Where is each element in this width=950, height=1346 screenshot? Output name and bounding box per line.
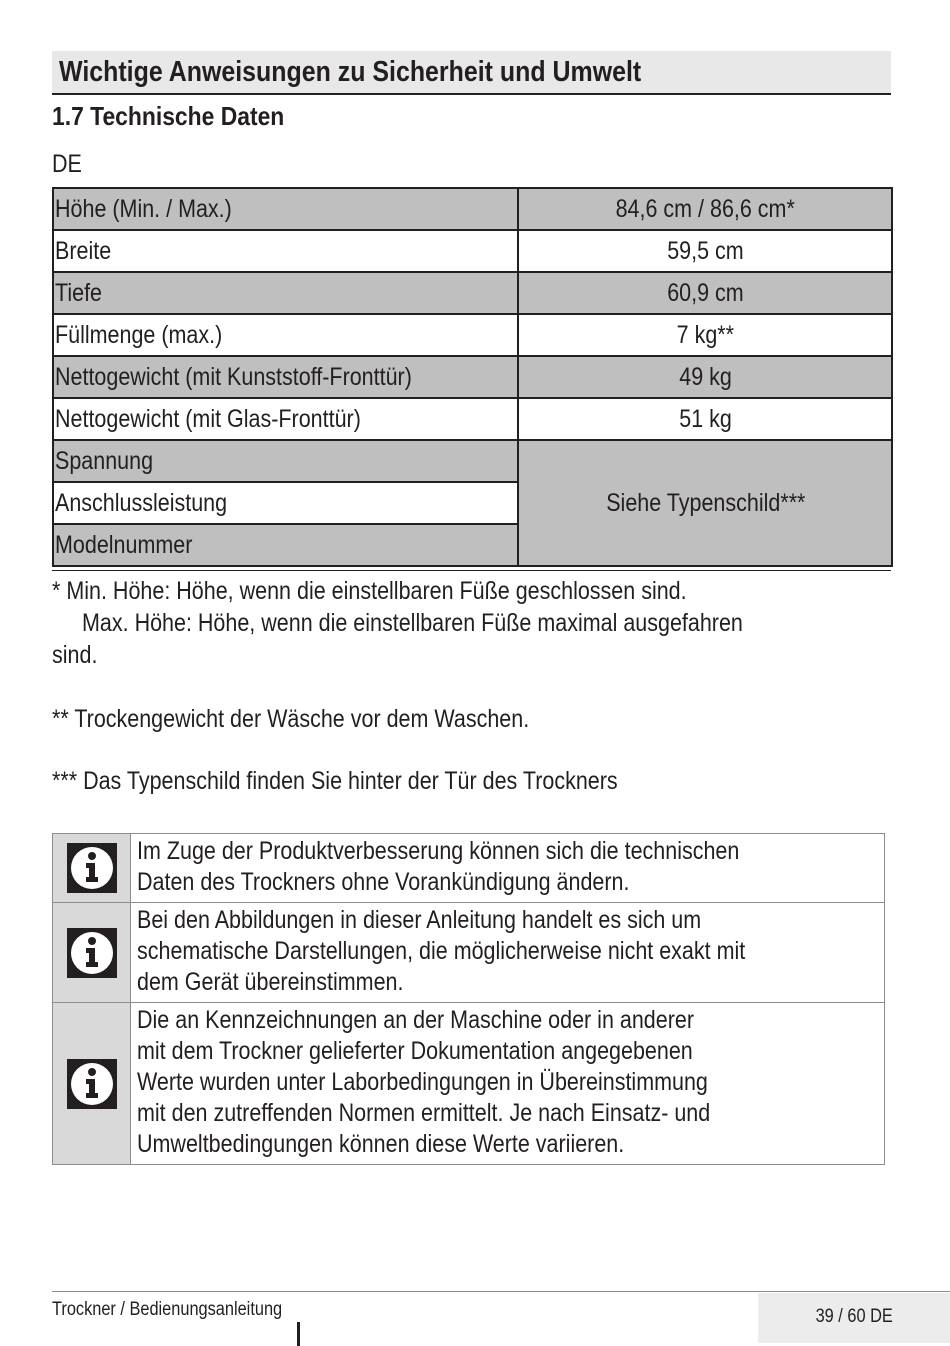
footnote-1-line-2: Max. Höhe: Höhe, wenn die einstellbaren Füße maximal ausgefahren [82, 609, 743, 637]
info-icon [67, 843, 117, 893]
spec-value: 51 kg [518, 398, 892, 440]
info-icon-cell [53, 834, 131, 903]
country-label: DE [52, 150, 82, 178]
spec-row [53, 398, 892, 440]
info-note [53, 903, 885, 1003]
spec-label: Anschlussleistung [53, 482, 518, 524]
spec-label: Breite [53, 230, 518, 272]
section-header [52, 51, 891, 95]
spec-row [53, 230, 892, 272]
spec-value-merged: Siehe Typenschild*** [518, 440, 892, 566]
spec-label: Spannung [53, 440, 518, 482]
info-icon [67, 928, 117, 978]
footnote-2: ** Trockengewicht der Wäsche vor dem Waschen. [52, 705, 530, 733]
footnote-1-line-1: * Min. Höhe: Höhe, wenn die einstellbaren Füße geschlossen sind. [52, 577, 687, 605]
info-note [53, 1003, 885, 1165]
spec-row [53, 188, 892, 230]
info-note [53, 834, 885, 903]
footnote-divider [52, 570, 891, 571]
spec-row [53, 314, 892, 356]
info-icon-cell [53, 903, 131, 1003]
info-notes-table [52, 833, 885, 1165]
spec-label: Nettogewicht (mit Kunststoff-Fronttür) [53, 356, 518, 398]
spec-row [53, 272, 892, 314]
footer-marker [297, 1322, 300, 1346]
subsection-title: 1.7 Technische Daten [52, 101, 285, 131]
info-note-text: Im Zuge der Produktverbesserung können sich die technischen Daten des Trockners ohne Vorankündigung ändern. [131, 834, 885, 903]
spec-label: Höhe (Min. / Max.) [53, 188, 518, 230]
spec-row [53, 356, 892, 398]
footer-page-box [758, 1293, 950, 1343]
spec-row [53, 440, 892, 482]
spec-label: Füllmenge (max.) [53, 314, 518, 356]
spec-label: Tiefe [53, 272, 518, 314]
footnote-1-line-3: sind. [52, 641, 98, 669]
spec-value: 7 kg** [518, 314, 892, 356]
page-number: 39 / 60 DE [815, 1306, 893, 1327]
info-note-text: Bei den Abbildungen in dieser Anleitung handelt es sich um schematische Darstellungen, die möglicherweise nicht exakt mit dem Gerät übereinstimmen. [131, 903, 885, 1003]
spec-value: 49 kg [518, 356, 892, 398]
footer-divider [52, 1291, 950, 1292]
spec-table [52, 187, 893, 567]
footer-document-title: Trockner / Bedienungsanleitung [52, 1299, 283, 1320]
section-title: Wichtige Anweisungen zu Sicherheit und Umwelt [59, 56, 642, 88]
info-icon-cell [53, 1003, 131, 1165]
info-icon [67, 1059, 117, 1109]
spec-value: 60,9 cm [518, 272, 892, 314]
spec-label: Nettogewicht (mit Glas-Fronttür) [53, 398, 518, 440]
info-note-text: Die an Kennzeichnungen an der Maschine oder in anderer mit dem Trockner gelieferter Dokumentation angegebenen Werte wurden unter Laborbedingungen in Übereinstimmung mit den zutreffenden Normen ermittelt. Je nach Einsatz- und Umweltbedingungen können diese Werte variieren. [131, 1003, 885, 1165]
spec-value: 84,6 cm / 86,6 cm* [518, 188, 892, 230]
spec-value: 59,5 cm [518, 230, 892, 272]
footnote-3: *** Das Typenschild finden Sie hinter der Tür des Trockners [52, 767, 618, 795]
spec-label: Modelnummer [53, 524, 518, 566]
